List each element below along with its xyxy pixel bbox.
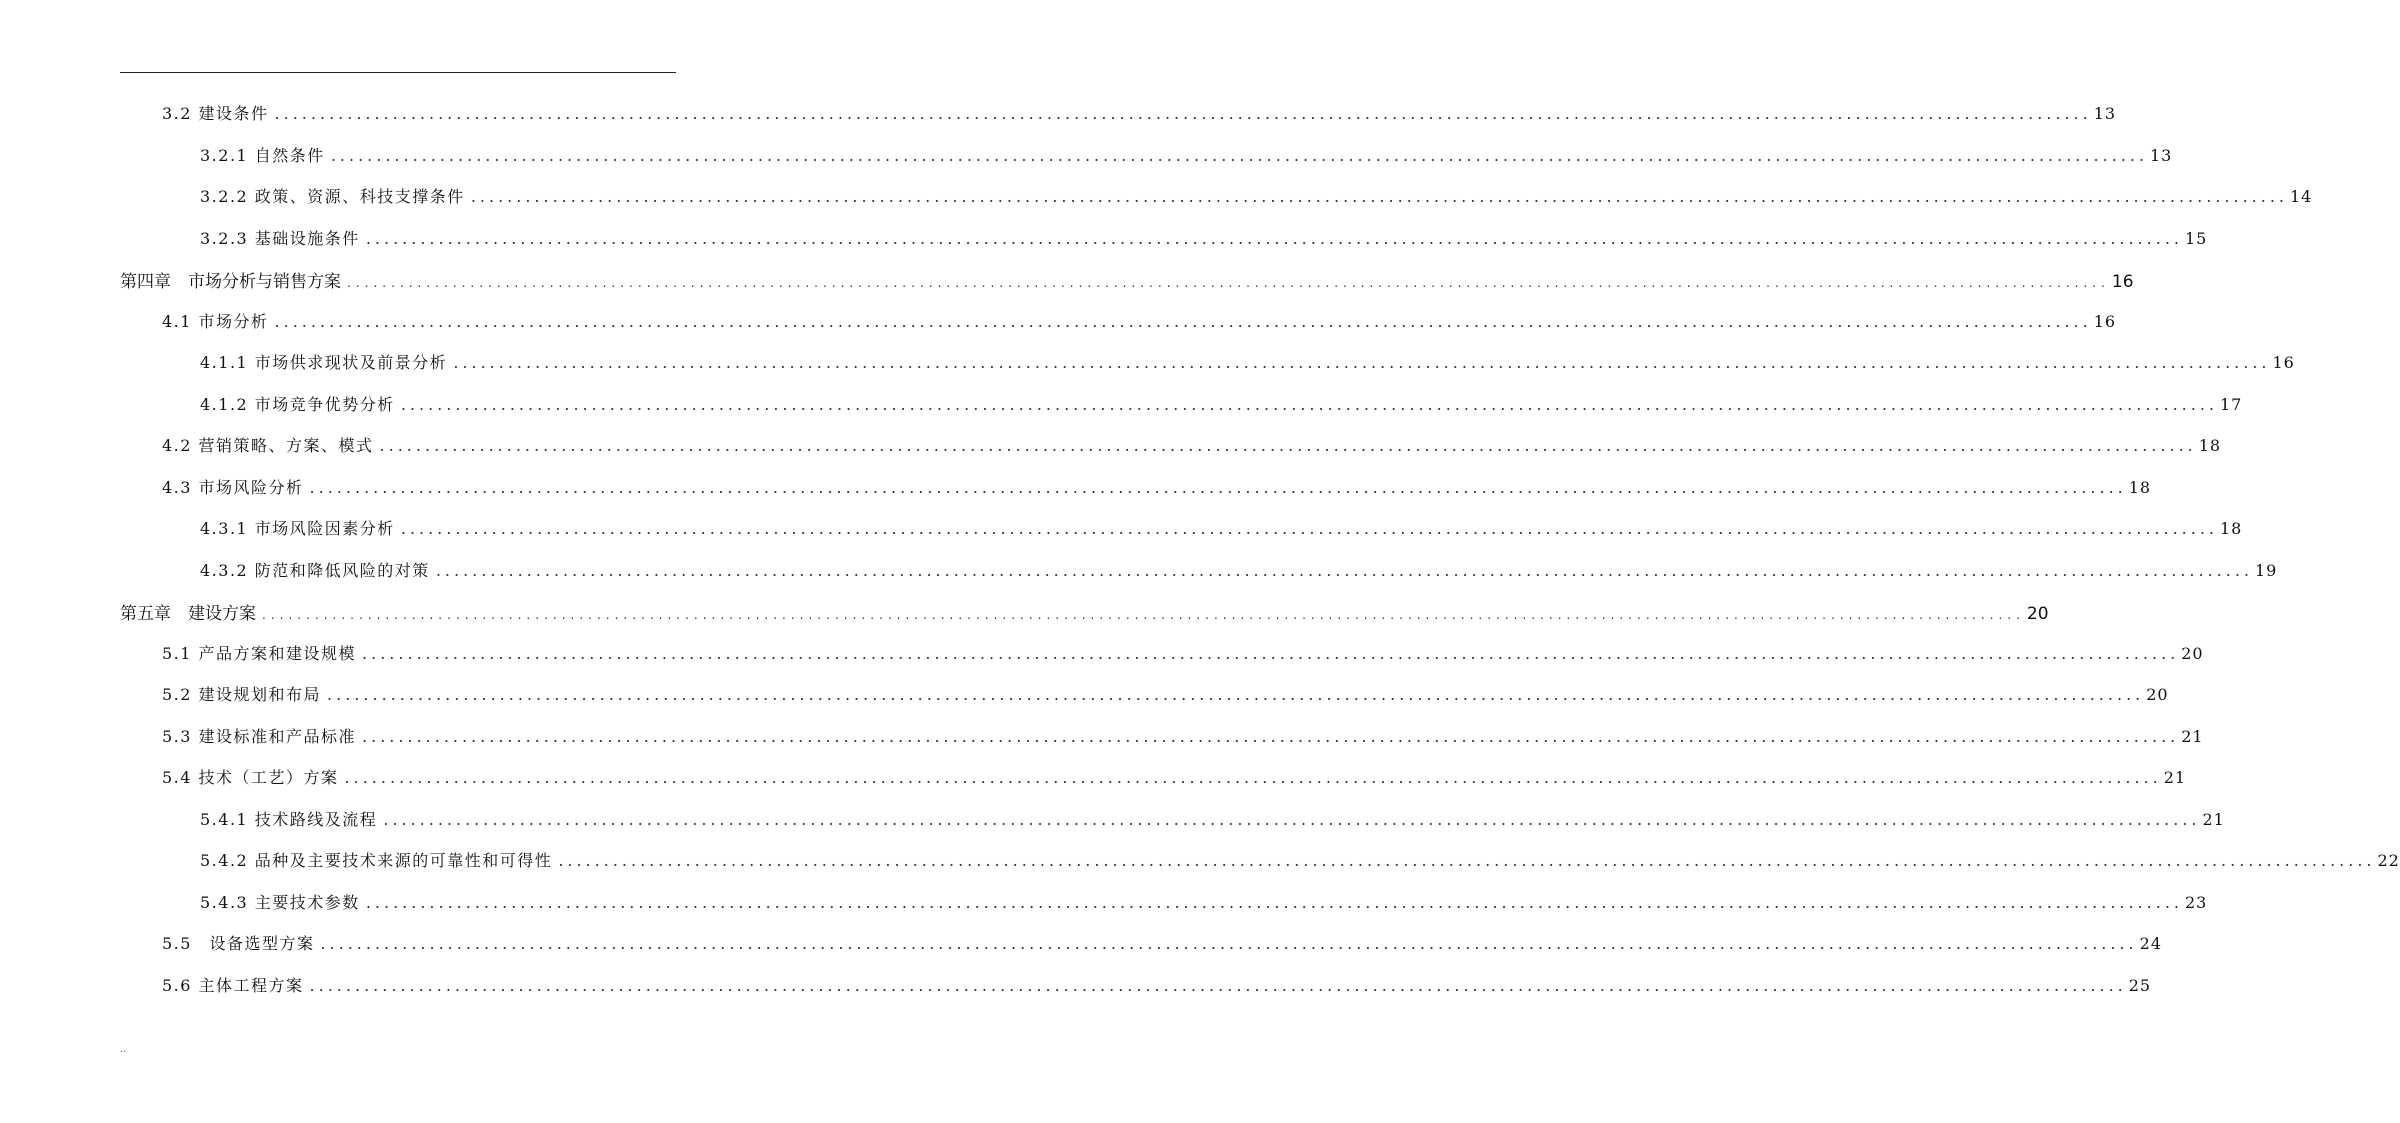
dot-leader: ........................................................................................................................................................................................................ [362,643,2180,663]
toc-entry-title: 4.1.2 市场竞争优势分析 [200,394,395,414]
toc-entry-page: 16 [2111,272,2134,292]
toc-entry-5-4-1[interactable] [120,807,2225,849]
toc-entry-title: 5.2 建设规划和布局 [162,685,322,704]
toc-entry-title: 5.3 建设标准和产品标准 [162,726,357,746]
toc-entry-5-4-3[interactable] [120,890,2208,932]
toc-entry-title: 3.2 建设条件 [162,104,269,123]
toc-entry-4-3[interactable] [120,475,2152,517]
toc-chapter-4[interactable] [120,267,2134,309]
dot-leader: ........................................................................................................................................................................................................ [558,851,2376,870]
toc-entry-title: 5.6 主体工程方案 [162,975,304,995]
dot-leader: ........................................................................................................................................................................................................ [470,187,2288,206]
toc-entry-title: 5.4.1 技术路线及流程 [200,809,378,829]
toc-entry-page: 19 [2255,560,2278,580]
table-of-contents [120,101,2400,1014]
toc-entry-page: 13 [2093,104,2117,123]
toc-entry-page: 13 [2150,145,2173,165]
toc-entry-page: 16 [2272,353,2295,372]
toc-entry-title: 4.3.1 市场风险因素分析 [200,519,395,538]
toc-entry-page: 23 [2185,892,2208,912]
toc-entry-5-6[interactable] [120,973,2152,1015]
dot-leader: ........................................................................................................................................................................................................ [274,311,2092,331]
toc-entry-page: 25 [2128,975,2152,995]
toc-entry-page: 18 [2220,519,2243,538]
toc-entry-title: 5.4.3 主要技术参数 [200,892,360,912]
toc-entry-title: 5.4 技术（工艺）方案 [162,768,339,787]
dot-leader: ........................................................................................................................................................................................................ [379,436,2197,455]
toc-entry-5-4[interactable] [120,765,2187,807]
toc-entry-3-2-3[interactable] [120,226,2208,268]
toc-entry-title: 4.1.1 市场供求现状及前景分析 [200,353,448,372]
footer-mark: .. [120,1044,127,1055]
toc-entry-page: 16 [2093,311,2117,331]
dot-leader: ........................................................................................................................................................................................................ [362,726,2180,746]
dot-leader: ........................................................................................................................................................................................................ [365,892,2183,912]
toc-entry-title: 5.5 设备选型方案 [162,934,315,953]
toc-entry-4-3-1[interactable] [120,516,2243,558]
toc-entry-page: 15 [2185,228,2208,248]
toc-entry-page: 14 [2290,187,2313,206]
toc-entry-page: 18 [2198,436,2222,455]
toc-entry-title: 3.2.2 政策、资源、科技支撑条件 [200,187,465,206]
toc-entry-title: 3.2.1 自然条件 [200,145,325,165]
toc-entry-3-2-1[interactable] [120,143,2173,185]
toc-entry-5-3[interactable] [120,724,2204,766]
toc-entry-page: 21 [2163,768,2187,787]
toc-entry-5-1[interactable] [120,641,2204,683]
toc-entry-4-3-2[interactable] [120,558,2278,600]
dot-leader: ........................................................................................................................................................................................................ [309,975,2127,995]
toc-entry-page: 20 [2181,643,2204,663]
dot-leader: ........................................................................................................................................................................................................ [344,768,2162,787]
toc-entry-title: 4.3 市场风险分析 [162,477,304,497]
toc-entry-title: 第四章 市场分析与销售方案 [120,272,341,292]
toc-entry-title: 3.2.3 基础设施条件 [200,228,360,248]
header-rule [120,72,676,73]
toc-entry-4-1[interactable] [120,309,2117,351]
toc-entry-3-2[interactable] [120,101,2117,143]
dot-leader: ........................................................................................................................................................................................................ [327,685,2145,704]
dot-leader: ........................................................................................................................................................................................................ [262,608,2025,622]
dot-leader: ........................................................................................................................................................................................................ [274,104,2092,123]
toc-entry-title: 4.2 营销策略、方案、模式 [162,436,374,455]
toc-entry-title: 第五章 建设方案 [120,604,256,624]
dot-leader: ........................................................................................................................................................................................................ [309,477,2127,497]
toc-entry-4-1-2[interactable] [120,392,2243,434]
toc-entry-title: 4.1 市场分析 [162,311,269,331]
toc-entry-title: 4.3.2 防范和降低风险的对策 [200,560,430,580]
toc-entry-5-5[interactable] [120,931,2162,973]
toc-entry-page: 24 [2139,934,2162,953]
toc-entry-4-2[interactable] [120,433,2222,475]
toc-entry-5-2[interactable] [120,682,2169,724]
toc-entry-title: 5.4.2 品种及主要技术来源的可靠性和可得性 [200,851,553,870]
dot-leader: ........................................................................................................................................................................................................ [435,560,2253,580]
dot-leader: ........................................................................................................................................................................................................ [400,394,2218,414]
toc-entry-page: 20 [2026,604,2049,624]
toc-entry-5-4-2[interactable] [120,848,2400,890]
dot-leader: ........................................................................................................................................................................................................ [400,519,2218,538]
dot-leader: ........................................................................................................................................................................................................ [383,809,2201,829]
toc-chapter-5[interactable] [120,599,2049,641]
toc-entry-page: 17 [2220,394,2243,414]
dot-leader: ........................................................................................................................................................................................................ [453,353,2271,372]
dot-leader: ........................................................................................................................................................................................................ [320,934,2138,953]
toc-entry-page: 18 [2128,477,2152,497]
toc-entry-page: 21 [2181,726,2204,746]
toc-entry-4-1-1[interactable] [120,350,2295,392]
toc-entry-page: 22 [2377,851,2400,870]
toc-entry-page: 21 [2202,809,2225,829]
toc-entry-page: 20 [2146,685,2169,704]
toc-entry-3-2-2[interactable] [120,184,2313,226]
dot-leader: ........................................................................................................................................................................................................ [330,145,2148,165]
dot-leader: ........................................................................................................................................................................................................ [347,276,2110,290]
dot-leader: ........................................................................................................................................................................................................ [365,228,2183,248]
toc-entry-title: 5.1 产品方案和建设规模 [162,643,357,663]
